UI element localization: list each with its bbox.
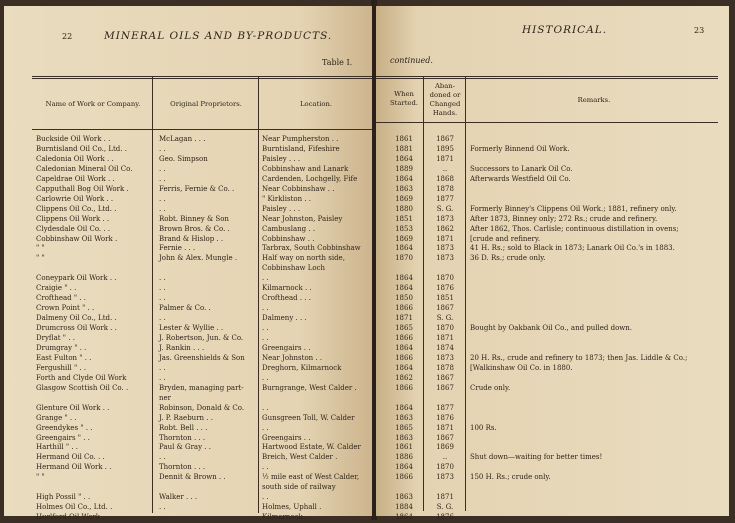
abandoned-cell: 1871 xyxy=(436,155,454,163)
location-cell: Half way on north side, xyxy=(262,254,345,262)
location-cell: Paisley . . . xyxy=(262,155,301,163)
location-cell: . . xyxy=(262,334,269,342)
started-cell: 1866 xyxy=(395,473,413,481)
started-cell: 1863 xyxy=(395,493,413,501)
started-cell: 1863 xyxy=(395,434,413,442)
abandoned-cell: 1867 xyxy=(436,434,454,442)
location-cell: . . xyxy=(262,463,269,471)
location-cell: Holmes, Uphall . xyxy=(262,503,322,511)
abandoned-cell: 1873 xyxy=(436,254,454,262)
started-cell: 1881 xyxy=(395,145,413,153)
started-cell: 1864 xyxy=(395,463,413,471)
abandoned-cell: .. xyxy=(442,453,448,461)
location-cell: " Kirkliston . . xyxy=(262,195,312,203)
abandoned-cell: 1867 xyxy=(436,304,454,312)
abandoned-cell: 1876 xyxy=(436,284,454,292)
remarks-cell: Shut down—waiting for better times! xyxy=(470,453,603,461)
started-cell: 1869 xyxy=(395,235,413,243)
location-cell: Cardenden, Lochgelly, Fife xyxy=(262,175,358,183)
location-cell: Dalmeny . . . xyxy=(262,314,307,322)
work-name-cell: " " xyxy=(36,473,45,481)
proprietors-cell: . . xyxy=(159,205,166,213)
location-cell: Gunsgreen Toll, W. Calder xyxy=(262,414,355,422)
work-name-cell: Greengairs " . . xyxy=(36,434,90,442)
work-name-cell: Carlowrie Oil Work . . xyxy=(36,195,114,203)
started-cell: 1863 xyxy=(395,414,413,422)
proprietors-cell: . . xyxy=(159,145,166,153)
remarks-cell: Crude only. xyxy=(470,384,511,392)
location-cell: . . xyxy=(262,424,269,432)
remarks-cell: [Walkinshaw Oil Co. in 1880. xyxy=(470,364,573,372)
work-name-cell: Hermand Oil Co. . . xyxy=(36,453,105,461)
location-cell: Kilmarnock . . xyxy=(262,513,312,521)
remarks-cell: Successors to Lanark Oil Co. xyxy=(470,165,573,173)
location-cell: . . xyxy=(262,274,269,282)
abandoned-cell: 1867 xyxy=(436,384,454,392)
abandoned-cell: 1870 xyxy=(436,463,454,471)
started-cell: 1863 xyxy=(395,185,413,193)
table-top-rule xyxy=(32,76,372,77)
abandoned-cell: 1874 xyxy=(436,344,454,352)
column-header-started: When Started. xyxy=(390,90,418,107)
table-top-rule-double xyxy=(32,78,372,79)
proprietors-cell: J. Robertson, Jun. & Co. xyxy=(159,334,244,342)
proprietors-cell: . . xyxy=(159,374,166,382)
location-cell: . . xyxy=(262,324,269,332)
location-cell: . . xyxy=(262,374,269,382)
location-cell: Cobbinshaw Loch xyxy=(262,264,326,272)
abandoned-cell: 1895 xyxy=(436,145,454,153)
work-name-cell: High Possil " . . xyxy=(36,493,91,501)
started-cell: 1870 xyxy=(395,254,413,262)
abandoned-cell: 1873 xyxy=(436,244,454,252)
location-cell: Crofthead . . . xyxy=(262,294,311,302)
location-cell: Near Johnston, Paisley xyxy=(262,215,343,223)
work-name-cell: Hurlford Oil Work . . xyxy=(36,513,109,521)
work-name-cell: Crofthead " . . xyxy=(36,294,86,302)
work-name-cell: Grange " . . xyxy=(36,414,77,422)
proprietors-cell: Ferris, Fernie & Co. . xyxy=(159,185,235,193)
column-header-location: Location. xyxy=(300,100,332,108)
proprietors-cell: J. P. Raeburn . . xyxy=(159,414,213,422)
started-cell: 1865 xyxy=(395,324,413,332)
started-cell: 1889 xyxy=(395,165,413,173)
proprietors-cell: Geo. Simpson xyxy=(159,155,208,163)
location-cell: Hartwood Estate, W. Calder xyxy=(262,443,361,451)
table-title: Table I. xyxy=(322,58,353,67)
location-cell: Burntisland, Fifeshire xyxy=(262,145,340,153)
remarks-cell: 150 H. Rs.; crude only. xyxy=(470,473,551,481)
proprietors-cell: Jas. Greenshields & Son xyxy=(159,354,245,362)
started-cell: 1864 xyxy=(395,244,413,252)
proprietors-cell: J. Rankin . . . xyxy=(159,344,205,352)
work-name-cell: Capeldrae Oil Work . . xyxy=(36,175,115,183)
abandoned-cell: 1871 xyxy=(436,493,454,501)
table-header-rule xyxy=(376,122,718,123)
location-cell: Tarbrax, South Cobbinshaw xyxy=(262,244,361,252)
abandoned-cell: S. G. xyxy=(436,205,454,213)
started-cell: 1866 xyxy=(395,354,413,362)
location-cell: . . xyxy=(262,404,269,412)
started-cell: 1850 xyxy=(395,294,413,302)
remarks-cell: Afterwards Westfield Oil Co. xyxy=(470,175,571,183)
proprietors-cell: Paul & Gray . . xyxy=(159,443,211,451)
work-name-cell: Drumgray " . . xyxy=(36,344,87,352)
started-cell: 1862 xyxy=(395,374,413,382)
location-cell: Greengairs . . xyxy=(262,344,311,352)
right-page xyxy=(376,6,729,521)
started-cell: 1865 xyxy=(395,424,413,432)
proprietors-cell: Fernie . . . xyxy=(159,244,196,252)
column-header-abandoned: Aban-doned or Changed Hands. xyxy=(429,82,461,117)
work-name-cell: " " xyxy=(36,254,45,262)
proprietors-cell: . . xyxy=(159,503,166,511)
abandoned-cell: 1851 xyxy=(436,294,454,302)
location-cell: Paisley . . . xyxy=(262,205,301,213)
proprietors-cell: Robinson, Donald & Co. xyxy=(159,404,245,412)
remarks-cell: Bought by Oakbank Oil Co., and pulled down. xyxy=(470,324,633,332)
started-cell: 1853 xyxy=(395,225,413,233)
table-row xyxy=(4,512,372,523)
proprietors-cell: Robt. Binney & Son xyxy=(159,215,229,223)
started-cell: 1864 xyxy=(395,364,413,372)
proprietors-cell: . . xyxy=(159,175,166,183)
table-top-rule xyxy=(376,76,718,77)
proprietors-cell: . . xyxy=(159,513,166,521)
column-header-remarks: Remarks. xyxy=(577,96,611,104)
proprietors-cell: ner xyxy=(159,394,171,402)
remarks-cell: After 1862, Thos. Carlisle; continuous distillation in ovens; xyxy=(470,225,679,233)
work-name-cell: Capputhall Bog Oil Work . xyxy=(36,185,129,193)
started-cell: 1864 xyxy=(395,274,413,282)
abandoned-cell: 1873 xyxy=(436,473,454,481)
work-name-cell: " " xyxy=(36,244,45,252)
work-name-cell: Clydesdale Oil Co. . . xyxy=(36,225,111,233)
abandoned-cell: S. G. xyxy=(436,503,454,511)
remarks-cell: 36 D. Rs.; crude only. xyxy=(470,254,546,262)
location-cell: Near Cobbinshaw . . xyxy=(262,185,335,193)
column-header-name: Name of Work or Company. xyxy=(45,100,141,108)
work-name-cell: Fergushill " . . xyxy=(36,364,87,372)
work-name-cell: Crown Point " . . xyxy=(36,304,95,312)
right-running-head: HISTORICAL. xyxy=(522,24,608,36)
work-name-cell: Hermand Oil Work . . xyxy=(36,463,112,471)
location-cell: Greengairs . . xyxy=(262,434,311,442)
started-cell: 1864 xyxy=(395,404,413,412)
location-cell: Breich, West Calder . xyxy=(262,453,338,461)
location-cell: ½ mile east of West Calder, xyxy=(262,473,360,481)
work-name-cell: Drumcross Oil Work . . xyxy=(36,324,117,332)
proprietors-cell: Brown Bros. & Co. . xyxy=(159,225,230,233)
left-page xyxy=(4,6,372,521)
work-name-cell: Coneypark Oil Work . . xyxy=(36,274,117,282)
started-cell: 1871 xyxy=(395,314,413,322)
abandoned-cell: 1876 xyxy=(436,513,454,521)
remarks-cell: 41 H. Rs.; sold to Black in 1873; Lanark Oil Co.'s in 1883. xyxy=(470,244,675,252)
abandoned-cell: 1869 xyxy=(436,443,454,451)
work-name-cell: Clippens Oil Co., Ltd. . xyxy=(36,205,117,213)
location-cell: south side of railway xyxy=(262,483,336,491)
started-cell: 1864 xyxy=(395,284,413,292)
started-cell: 1851 xyxy=(395,215,413,223)
started-cell: 1886 xyxy=(395,453,413,461)
work-name-cell: Clippens Oil Work . . xyxy=(36,215,110,223)
location-cell: Kilmarnock . . xyxy=(262,284,312,292)
abandoned-cell: .. xyxy=(442,165,448,173)
work-name-cell: Forth and Clyde Oil Work xyxy=(36,374,127,382)
remarks-cell: Formerly Binnend Oil Work. xyxy=(470,145,570,153)
proprietors-cell: Bryden, managing part- xyxy=(159,384,244,392)
proprietors-cell: . . xyxy=(159,284,166,292)
proprietors-cell: Thornton . . . xyxy=(159,434,206,442)
proprietors-cell: Lester & Wyllie . . xyxy=(159,324,224,332)
remarks-cell: Formerly Binney's Clippens Oil Work.; 1881, refinery only. xyxy=(470,205,677,213)
abandoned-cell: 1871 xyxy=(436,334,454,342)
location-cell: Near Pumpherston . . xyxy=(262,135,339,143)
proprietors-cell: . . xyxy=(159,165,166,173)
started-cell: 1864 xyxy=(395,155,413,163)
work-name-cell: Glasgow Scottish Oil Co. . xyxy=(36,384,129,392)
remarks-cell: 100 Rs. xyxy=(470,424,497,432)
left-running-head: MINERAL OILS AND BY-PRODUCTS. xyxy=(104,30,333,42)
started-cell: 1884 xyxy=(395,503,413,511)
proprietors-cell: Palmer & Co. . xyxy=(159,304,211,312)
abandoned-cell: 1878 xyxy=(436,185,454,193)
started-cell: 1864 xyxy=(395,175,413,183)
proprietors-cell: McLagan . . . xyxy=(159,135,206,143)
table-row xyxy=(376,512,729,523)
started-cell: 1869 xyxy=(395,195,413,203)
abandoned-cell: 1877 xyxy=(436,404,454,412)
proprietors-cell: John & Alex. Mungle . xyxy=(159,254,238,262)
abandoned-cell: 1871 xyxy=(436,235,454,243)
location-cell: Dreghorn, Kilmarnock xyxy=(262,364,342,372)
right-page-number: 23 xyxy=(694,26,705,35)
abandoned-cell: 1873 xyxy=(436,215,454,223)
proprietors-cell: Robt. Bell . . . xyxy=(159,424,208,432)
proprietors-cell: Thornton . . . xyxy=(159,463,206,471)
started-cell: 1866 xyxy=(395,384,413,392)
abandoned-cell: 1870 xyxy=(436,324,454,332)
location-cell: . . xyxy=(262,493,269,501)
work-name-cell: Cobbinshaw Oil Work . xyxy=(36,235,118,243)
abandoned-cell: 1873 xyxy=(436,354,454,362)
work-name-cell: Dryflat " . . xyxy=(36,334,75,342)
started-cell: 1864 xyxy=(395,513,413,521)
remarks-cell: [crude and refinery. xyxy=(470,235,541,243)
location-cell: Near Johnston . . xyxy=(262,354,323,362)
abandoned-cell: 1862 xyxy=(436,225,454,233)
work-name-cell: Burntisland Oil Co., Ltd. . xyxy=(36,145,127,153)
proprietors-cell: Brand & Hislop . . xyxy=(159,235,224,243)
abandoned-cell: 1867 xyxy=(436,374,454,382)
remarks-cell: 20 H. Rs., crude and refinery to 1873; then Jas. Liddle & Co.; xyxy=(470,354,688,362)
table-continued: continued. xyxy=(390,56,433,65)
work-name-cell: Greendykes " . . xyxy=(36,424,93,432)
proprietors-cell: Walker . . . xyxy=(159,493,198,501)
started-cell: 1866 xyxy=(395,334,413,342)
started-cell: 1880 xyxy=(395,205,413,213)
proprietors-cell: . . xyxy=(159,453,166,461)
work-name-cell: East Fulton " . . xyxy=(36,354,92,362)
proprietors-cell: Dennit & Brown . . xyxy=(159,473,226,481)
abandoned-cell: 1876 xyxy=(436,414,454,422)
work-name-cell: Caledonian Mineral Oil Co. xyxy=(36,165,133,173)
location-cell: . . xyxy=(262,304,269,312)
proprietors-cell: . . xyxy=(159,195,166,203)
work-name-cell: Dalmeny Oil Co., Ltd. . xyxy=(36,314,117,322)
location-cell: Cambuslang . . xyxy=(262,225,316,233)
abandoned-cell: 1871 xyxy=(436,424,454,432)
abandoned-cell: 1868 xyxy=(436,175,454,183)
started-cell: 1861 xyxy=(395,443,413,451)
location-cell: Cobbinshaw and Lanark xyxy=(262,165,349,173)
abandoned-cell: 1867 xyxy=(436,135,454,143)
location-cell: Cobbinshaw . . xyxy=(262,235,315,243)
work-name-cell: Craigie " . . xyxy=(36,284,77,292)
left-page-number: 22 xyxy=(62,32,73,41)
proprietors-cell: . . xyxy=(159,314,166,322)
location-cell: Burngrange, West Calder . xyxy=(262,384,357,392)
abandoned-cell: 1878 xyxy=(436,364,454,372)
table-top-rule-double xyxy=(376,78,718,79)
abandoned-cell: S. G. xyxy=(436,314,454,322)
abandoned-cell: 1877 xyxy=(436,195,454,203)
remarks-cell: After 1873, Binney only; 272 Rs.; crude and refinery. xyxy=(470,215,658,223)
work-name-cell: Holmes Oil Co., Ltd. . xyxy=(36,503,113,511)
started-cell: 1866 xyxy=(395,304,413,312)
work-name-cell: Buckside Oil Work . . xyxy=(36,135,111,143)
abandoned-cell: 1870 xyxy=(436,274,454,282)
proprietors-cell: . . xyxy=(159,274,166,282)
work-name-cell: Glenture Oil Work . . xyxy=(36,404,110,412)
table-header-rule xyxy=(32,129,372,130)
started-cell: 1861 xyxy=(395,135,413,143)
work-name-cell: Caledonia Oil Work . . xyxy=(36,155,114,163)
started-cell: 1864 xyxy=(395,344,413,352)
proprietors-cell: . . xyxy=(159,364,166,372)
work-name-cell: Harthill " . . xyxy=(36,443,79,451)
column-header-proprietors: Original Proprietors. xyxy=(170,100,242,108)
proprietors-cell: . . xyxy=(159,294,166,302)
